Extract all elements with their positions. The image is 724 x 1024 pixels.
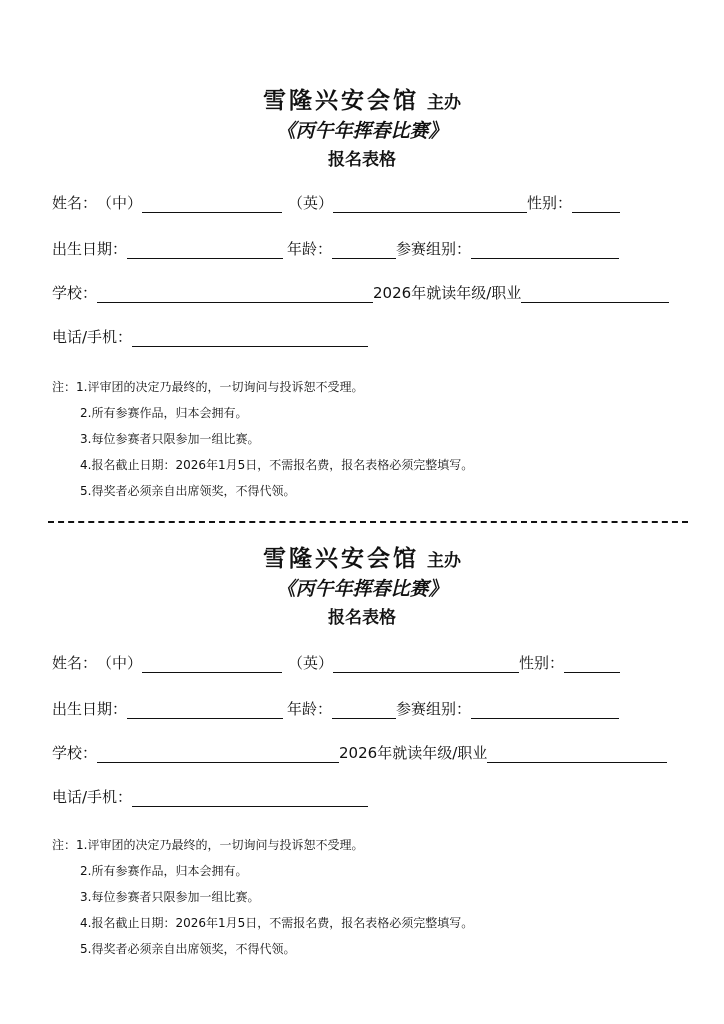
school-field[interactable] xyxy=(97,744,339,763)
name-english-label: （英） xyxy=(288,194,334,212)
gender-label: 性别： xyxy=(519,654,565,672)
age-label: 年龄： xyxy=(287,240,333,258)
school-label: 学校： xyxy=(52,284,98,302)
organization-name: 雪隆兴安会馆 xyxy=(263,88,419,114)
note-item: 注：1.评审团的决定乃最终的，一切询问与投诉恕不受理。 xyxy=(52,838,364,852)
gender-field[interactable] xyxy=(564,654,620,673)
note-item: 2.所有参赛作品，归本会拥有。 xyxy=(80,406,248,420)
name-row xyxy=(52,652,620,676)
school-row xyxy=(52,742,667,766)
note-item: 2.所有参赛作品，归本会拥有。 xyxy=(80,864,248,878)
group-field[interactable] xyxy=(471,240,619,259)
dob-label: 出生日期： xyxy=(52,700,128,718)
cut-line-divider xyxy=(48,521,688,523)
phone-row xyxy=(52,326,368,350)
school-row xyxy=(52,282,669,306)
grade-field[interactable] xyxy=(521,284,669,303)
note-item: 3.每位参赛者只限参加一组比赛。 xyxy=(80,890,260,904)
gender-field[interactable] xyxy=(572,194,620,213)
name-row xyxy=(52,192,620,216)
name-chinese-label: （中） xyxy=(97,654,143,672)
organizer-label: 主办 xyxy=(427,93,461,113)
name-chinese-label: （中） xyxy=(97,194,143,212)
phone-field[interactable] xyxy=(132,328,368,347)
note-item: 3.每位参赛者只限参加一组比赛。 xyxy=(80,432,260,446)
note-item: 注：1.评审团的决定乃最终的，一切询问与投诉恕不受理。 xyxy=(52,380,364,394)
name-chinese-field[interactable] xyxy=(142,654,282,673)
phone-field[interactable] xyxy=(132,788,368,807)
dob-field[interactable] xyxy=(127,700,283,719)
registration-form-bottom xyxy=(0,530,724,990)
age-field[interactable] xyxy=(332,240,396,259)
dob-row xyxy=(52,698,619,722)
school-field[interactable] xyxy=(97,284,373,303)
dob-row xyxy=(52,238,619,262)
name-english-label: （英） xyxy=(288,654,334,672)
phone-row xyxy=(52,786,368,810)
notes xyxy=(52,374,473,504)
gender-label: 性别： xyxy=(527,194,573,212)
group-field[interactable] xyxy=(471,700,619,719)
organizer-label: 主办 xyxy=(427,551,461,571)
phone-label: 电话/手机： xyxy=(52,328,133,346)
school-label: 学校： xyxy=(52,744,98,762)
note-item: 5.得奖者必须亲自出席领奖，不得代领。 xyxy=(80,942,296,956)
name-chinese-field[interactable] xyxy=(142,194,282,213)
form-title: 报名表格 xyxy=(328,150,396,170)
grade-label: 2026年就读年级/职业 xyxy=(339,744,488,762)
group-label: 参赛组别： xyxy=(396,240,472,258)
grade-field[interactable] xyxy=(487,744,667,763)
registration-form-top xyxy=(0,72,724,532)
form-title: 报名表格 xyxy=(328,608,396,628)
organization-name: 雪隆兴安会馆 xyxy=(263,546,419,572)
age-field[interactable] xyxy=(332,700,396,719)
notes xyxy=(52,832,473,962)
competition-title: 《丙午年挥春比赛》 xyxy=(276,120,448,142)
note-item: 4.报名截止日期：2026年1月5日，不需报名费，报名表格必须完整填写。 xyxy=(80,458,474,472)
dob-field[interactable] xyxy=(127,240,283,259)
name-label: 姓名： xyxy=(52,194,98,212)
name-english-field[interactable] xyxy=(333,194,527,213)
form-header xyxy=(0,82,724,115)
note-item: 4.报名截止日期：2026年1月5日，不需报名费，报名表格必须完整填写。 xyxy=(80,916,474,930)
note-item: 5.得奖者必须亲自出席领奖，不得代领。 xyxy=(80,484,296,498)
form-header xyxy=(0,540,724,573)
name-english-field[interactable] xyxy=(333,654,519,673)
name-label: 姓名： xyxy=(52,654,98,672)
group-label: 参赛组别： xyxy=(396,700,472,718)
grade-label: 2026年就读年级/职业 xyxy=(373,284,522,302)
age-label: 年龄： xyxy=(287,700,333,718)
phone-label: 电话/手机： xyxy=(52,788,133,806)
dob-label: 出生日期： xyxy=(52,240,128,258)
competition-title: 《丙午年挥春比赛》 xyxy=(276,578,448,600)
